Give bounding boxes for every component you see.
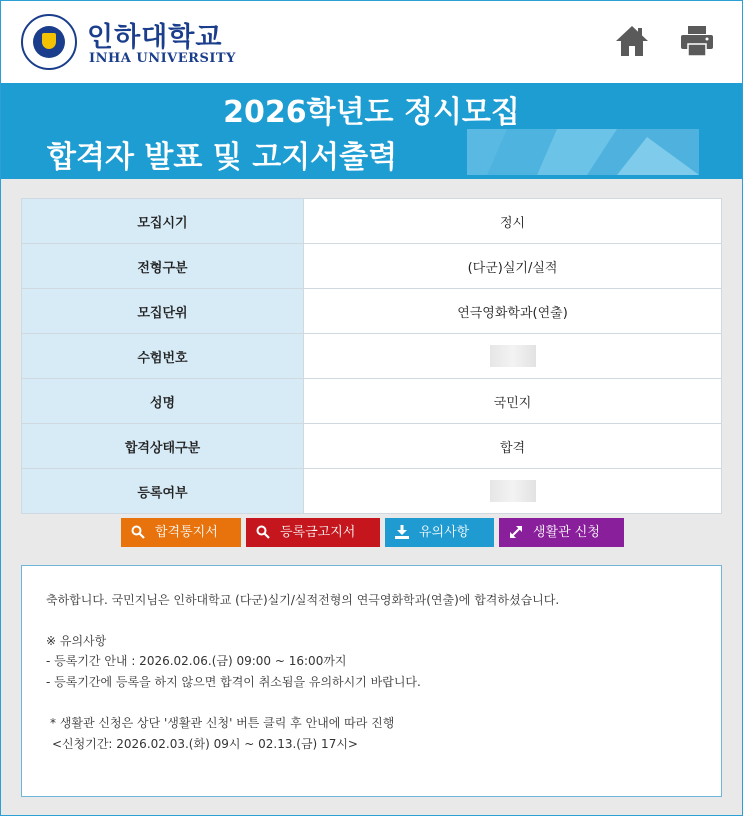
search-icon bbox=[131, 525, 145, 539]
expand-icon bbox=[509, 525, 523, 539]
congratulation-text: 축하합니다. 국민지님은 인하대학교 (다군)실기/실적전형의 연극영화학과(연출)에 합격하셨습니다. bbox=[46, 593, 560, 607]
row-label: 전형구분 bbox=[22, 244, 304, 289]
university-emblem-icon bbox=[21, 14, 77, 70]
applicant-info-table bbox=[21, 198, 722, 514]
cancellation-warning-text: - 등록기간에 등록을 하지 않으면 합격이 취소됨을 유의하시기 바랍니다. bbox=[46, 675, 421, 689]
button-label: 생활관 신청 bbox=[533, 525, 600, 540]
top-header bbox=[1, 1, 742, 83]
row-label: 모집시기 bbox=[22, 199, 304, 244]
table-row bbox=[22, 289, 722, 334]
table-row bbox=[22, 424, 722, 469]
registration-period-text: - 등록기간 안내 : 2026.02.06.(금) 09:00 ~ 16:00까지 bbox=[46, 654, 347, 668]
row-label: 등록여부 bbox=[22, 469, 304, 514]
search-icon bbox=[256, 525, 270, 539]
row-label: 성명 bbox=[22, 379, 304, 424]
row-value: 연극영화학과(연출) bbox=[304, 289, 722, 334]
banner-title-line1: 2026학년도 정시모집 bbox=[223, 95, 520, 130]
logo-english-name: INHA UNIVERSITY bbox=[89, 51, 236, 66]
download-icon bbox=[395, 525, 409, 539]
exam-number-value bbox=[304, 334, 722, 379]
button-label: 유의사항 bbox=[419, 525, 470, 540]
page-banner bbox=[1, 83, 742, 179]
button-label: 등록금고지서 bbox=[280, 525, 356, 540]
row-label: 수험번호 bbox=[22, 334, 304, 379]
dormitory-guide-text: * 생활관 신청은 상단 '생활관 신청' 버튼 클릭 후 안내에 따라 진행 bbox=[50, 716, 395, 730]
dormitory-apply-button[interactable] bbox=[499, 518, 624, 547]
logo-korean-name: 인하대학교 bbox=[87, 22, 223, 53]
result-notice-box bbox=[21, 565, 722, 797]
table-row bbox=[22, 379, 722, 424]
redacted-value bbox=[490, 480, 536, 502]
row-value: 정시 bbox=[304, 199, 722, 244]
banner-decoration bbox=[467, 129, 699, 175]
tuition-bill-button[interactable] bbox=[246, 518, 380, 547]
redacted-value bbox=[490, 345, 536, 367]
table-row bbox=[22, 469, 722, 514]
action-button-row bbox=[1, 518, 743, 548]
print-icon[interactable] bbox=[678, 23, 716, 59]
row-value: 합격 bbox=[304, 424, 722, 469]
home-icon[interactable] bbox=[614, 23, 650, 59]
table-row bbox=[22, 244, 722, 289]
button-label: 합격통지서 bbox=[155, 525, 218, 540]
caution-title: ※ 유의사항 bbox=[46, 634, 107, 648]
row-label: 합격상태구분 bbox=[22, 424, 304, 469]
row-value: 국민지 bbox=[304, 379, 722, 424]
notice-button[interactable] bbox=[385, 518, 494, 547]
acceptance-letter-button[interactable] bbox=[121, 518, 241, 547]
dormitory-period-text: <신청기간: 2026.02.03.(화) 09시 ~ 02.13.(금) 17시> bbox=[52, 737, 358, 751]
table-row bbox=[22, 199, 722, 244]
row-label: 모집단위 bbox=[22, 289, 304, 334]
table-row bbox=[22, 334, 722, 379]
registration-status-value bbox=[304, 469, 722, 514]
banner-title-line2: 합격자 발표 및 고지서출력 bbox=[47, 140, 398, 175]
row-value: (다군)실기/실적 bbox=[304, 244, 722, 289]
